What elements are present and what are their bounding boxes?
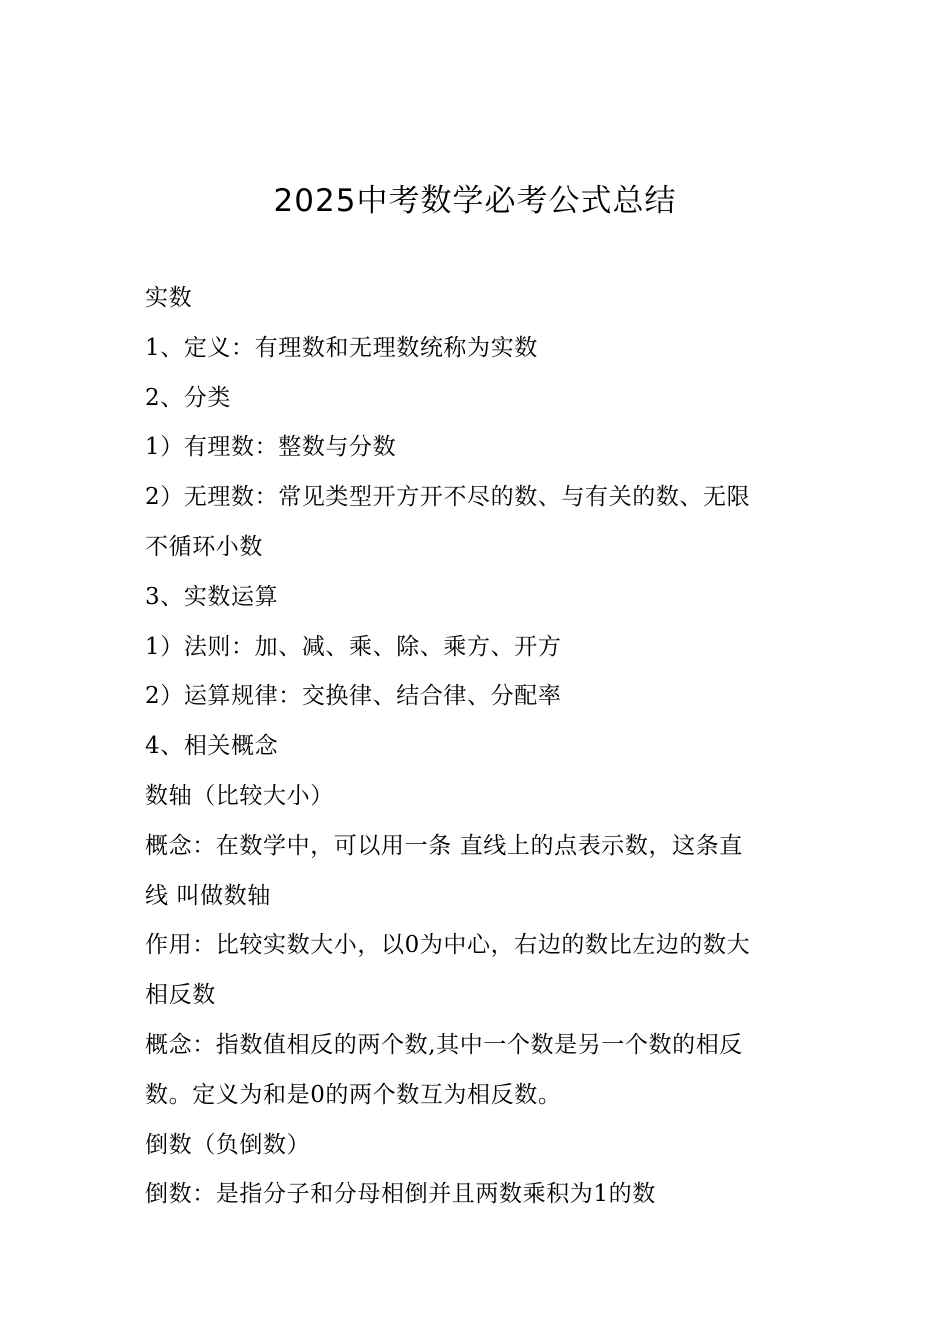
section-heading-real-numbers: 实数 bbox=[145, 285, 193, 311]
text-line: 倒数：是指分子和分母相倒并且两数乘积为1的数 bbox=[145, 1181, 656, 1208]
text-line: 4、相关概念 bbox=[145, 733, 279, 760]
text-line: 1）法则：加、减、乘、除、乘方、开方 bbox=[145, 633, 562, 660]
text-line: 概念：指数值相反的两个数,其中一个数是另一个数的相反 bbox=[145, 1031, 743, 1058]
text-line: 数轴（比较大小） bbox=[145, 782, 334, 809]
text-line: 2）无理数：常见类型开方开不尽的数、与有关的数、无限 bbox=[145, 484, 751, 511]
text-line: 数。定义为和是0的两个数互为相反数。 bbox=[145, 1081, 562, 1108]
text-line: 2、分类 bbox=[145, 384, 232, 411]
page-title: 2025中考数学必考公式总结 bbox=[273, 183, 677, 219]
text-line: 2）运算规律：交换律、结合律、分配率 bbox=[145, 683, 562, 710]
text-line: 作用：比较实数大小，以0为中心，右边的数比左边的数大 bbox=[145, 932, 751, 959]
text-line: 1、定义：有理数和无理数统称为实数 bbox=[145, 334, 538, 361]
text-line: 相反数 bbox=[145, 982, 216, 1009]
text-line: 不循环小数 bbox=[145, 533, 263, 560]
text-line: 1）有理数：整数与分数 bbox=[145, 434, 397, 461]
document-body bbox=[145, 274, 810, 1220]
text-line: 倒数（负倒数） bbox=[145, 1131, 311, 1158]
text-line: 概念：在数学中，可以用一条 直线上的点表示数，这条直 bbox=[145, 832, 743, 859]
text-line: 线 叫做数轴 bbox=[145, 882, 271, 909]
text-line: 3、实数运算 bbox=[145, 583, 279, 610]
